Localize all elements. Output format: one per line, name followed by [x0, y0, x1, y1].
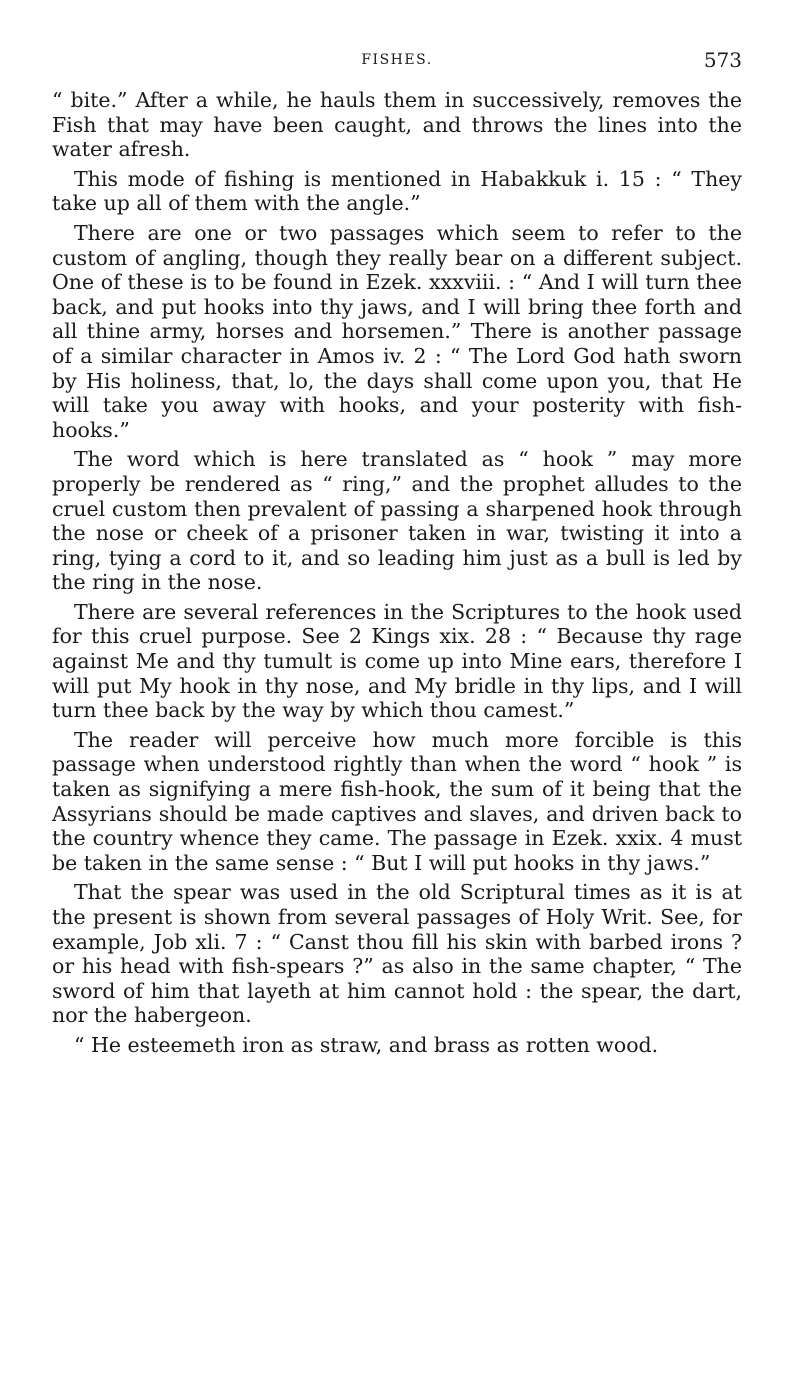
paragraph: “ He esteemeth iron as straw, and brass as rotten wood.: [74, 1032, 659, 1057]
running-title: FISHES.: [361, 52, 433, 68]
running-head: [52, 48, 742, 74]
page-number: 573: [703, 48, 742, 72]
body-text: [52, 88, 742, 1058]
paragraph: There are one or two passages which seem to refer to the custom of angling, though they really bear on a different subject. One of these is to be found in Ezek. xxxviii. : “ And I will turn thee back, and put hooks into thy jaws, and I will bring thee forth and all thine army, horses and horsemen.” There is another passage of a similar character in Amos iv. 2 : “ The Lord God hath sworn by His holiness, that, lo, the days shall come upon you, that He will take you away with hooks, and your posterity with fish-hooks.”: [52, 220, 742, 442]
paragraph: The word which is here translated as “ hook ” may more properly be rendered as “ ring,” and the prophet alludes to the cruel custom then prevalent of passing a sharpened hook through the nose or cheek of a prisoner taken in war, twisting it into a ring, tying a cord to it, and so leading him just as a bull is led by the ring in the nose.: [52, 447, 742, 595]
paragraph: This mode of fishing is mentioned in Habakkuk i. 15 : “ They take up all of them with the angle.”: [52, 166, 742, 216]
paragraph: There are several references in the Scriptures to the hook used for this cruel purpose. See 2 Kings xix. 28 : “ Because thy rage against Me and thy tumult is come up into Mine ears, therefore I will put My hook in thy nose, and My bridle in thy lips, and I will turn thee back by the way by which thou camest.”: [52, 599, 742, 723]
paragraph: The reader will perceive how much more forcible is this passage when understood rightly than when the word “ hook ” is taken as signifying a mere fish-hook, the sum of it being that the Assyrians should be made captives and slaves, and driven back to the country whence they came. The passage in Ezek. xxix. 4 must be taken in the same sense : “ But I will put hooks in thy jaws.”: [52, 727, 742, 875]
paragraph: That the spear was used in the old Scriptural times as it is at the present is shown from several passages of Holy Writ. See, for example, Job xli. 7 : “ Canst thou fill his skin with barbed irons ? or his head with fish-spears ?” as also in the same chapter, “ The sword of him that layeth at him cannot hold : the spear, the dart, nor the habergeon.: [52, 880, 742, 1028]
paragraph: “ bite.” After a while, he hauls them in successively, removes the Fish that may have been caught, and throws the lines into the water afresh.: [52, 88, 742, 162]
